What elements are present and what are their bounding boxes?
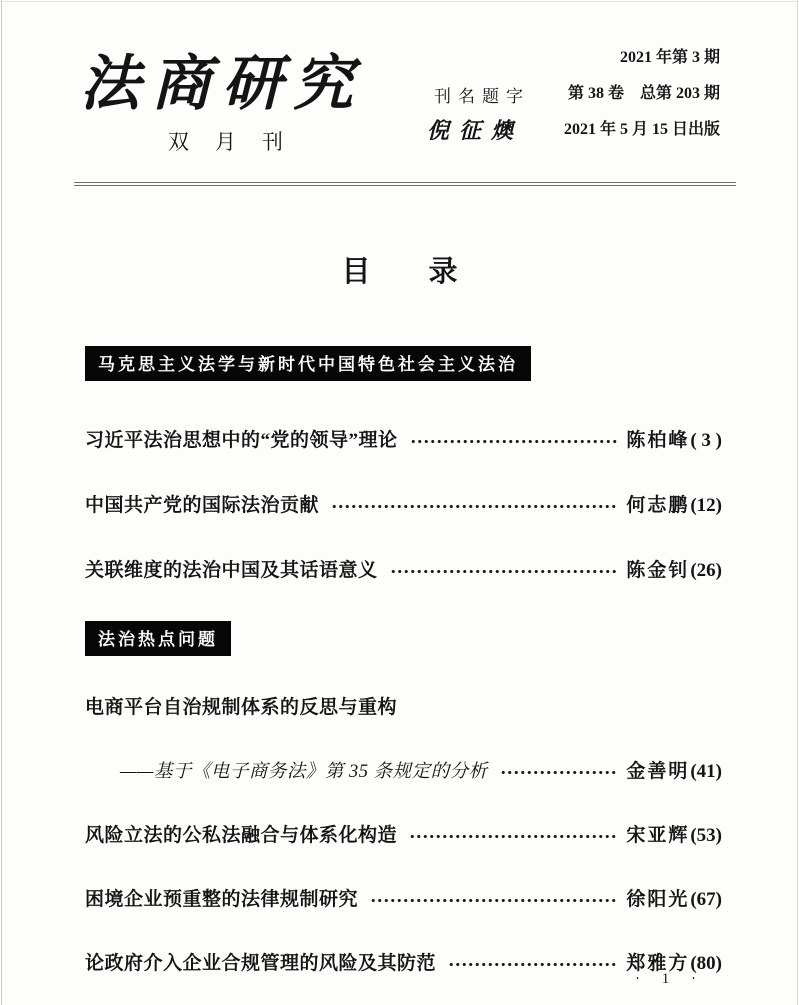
- dot-leader: [331, 504, 617, 509]
- article-page: (67): [690, 889, 722, 910]
- article-title: 习近平法治思想中的“党的领导”理论: [85, 430, 398, 451]
- article-page: (12): [690, 495, 722, 516]
- article-page: ( 3 ): [690, 430, 722, 451]
- article-page: (41): [690, 761, 722, 782]
- section-banner: 法治热点问题: [85, 621, 231, 656]
- toc-heading: 目 录: [341, 256, 458, 288]
- article-title: 电商平台自治规制体系的反思与重构: [85, 697, 398, 718]
- article-author: 何志鹏: [626, 495, 690, 516]
- scan-edge-right: [797, 0, 798, 1005]
- dot-leader: [390, 569, 618, 574]
- toc-entry: [85, 425, 722, 452]
- article-subtitle: ——基于《电子商务法》第 35 条规定的分析: [120, 762, 488, 782]
- journal-frequency: 双月刊: [168, 130, 309, 154]
- journal-title: 法商研究: [80, 51, 364, 117]
- toc-entry-subtitle-line: [85, 756, 722, 783]
- article-author: 宋亚辉: [626, 825, 690, 846]
- article-title: 中国共产党的国际法治贡献: [85, 495, 320, 516]
- toc-entry-title-line: [85, 692, 722, 719]
- article-page: (80): [690, 953, 722, 974]
- dot-leader: [410, 439, 618, 444]
- dot-leader: [409, 834, 617, 839]
- article-page: (26): [690, 560, 722, 581]
- toc-entry: [85, 884, 722, 911]
- toc-entry: [85, 490, 722, 517]
- dot-leader: [448, 962, 617, 967]
- volume-number: 第 38 卷 总第 203 期: [567, 85, 720, 102]
- publish-date: 2021 年 5 月 15 日出版: [563, 121, 720, 138]
- article-author: 陈柏峰: [626, 430, 690, 451]
- issue-info-block: [564, 48, 720, 156]
- article-author: 郑雅方: [626, 953, 690, 974]
- issue-number: 2021 年第 3 期: [619, 49, 720, 66]
- article-page: (53): [690, 825, 722, 846]
- page-number-marker: · 1 ·: [635, 971, 705, 987]
- inscription-label: 刊名题字: [434, 87, 530, 106]
- article-title: 关联维度的法治中国及其话语意义: [85, 560, 378, 581]
- toc-entry: [85, 820, 722, 847]
- article-title: 论政府介入企业合规管理的风险及其防范: [85, 953, 437, 974]
- toc-entry: [85, 555, 722, 582]
- scan-edge-top: [0, 1, 799, 2]
- article-author: 金善明: [626, 761, 690, 782]
- inscription-author: 倪征燠: [427, 118, 524, 143]
- article-title: 风险立法的公私法融合与体系化构造: [85, 825, 398, 846]
- section-banner: 马克思主义法学与新时代中国特色社会主义法治: [85, 346, 531, 381]
- masthead-divider-rule: [74, 182, 736, 186]
- toc-entry: [85, 948, 722, 975]
- article-author: 徐阳光: [626, 889, 690, 910]
- article-title: 困境企业预重整的法律规制研究: [85, 889, 359, 910]
- scan-edge-left: [1, 0, 2, 1005]
- dot-leader: [500, 770, 618, 775]
- article-author: 陈金钊: [626, 560, 690, 581]
- dot-leader: [370, 898, 617, 903]
